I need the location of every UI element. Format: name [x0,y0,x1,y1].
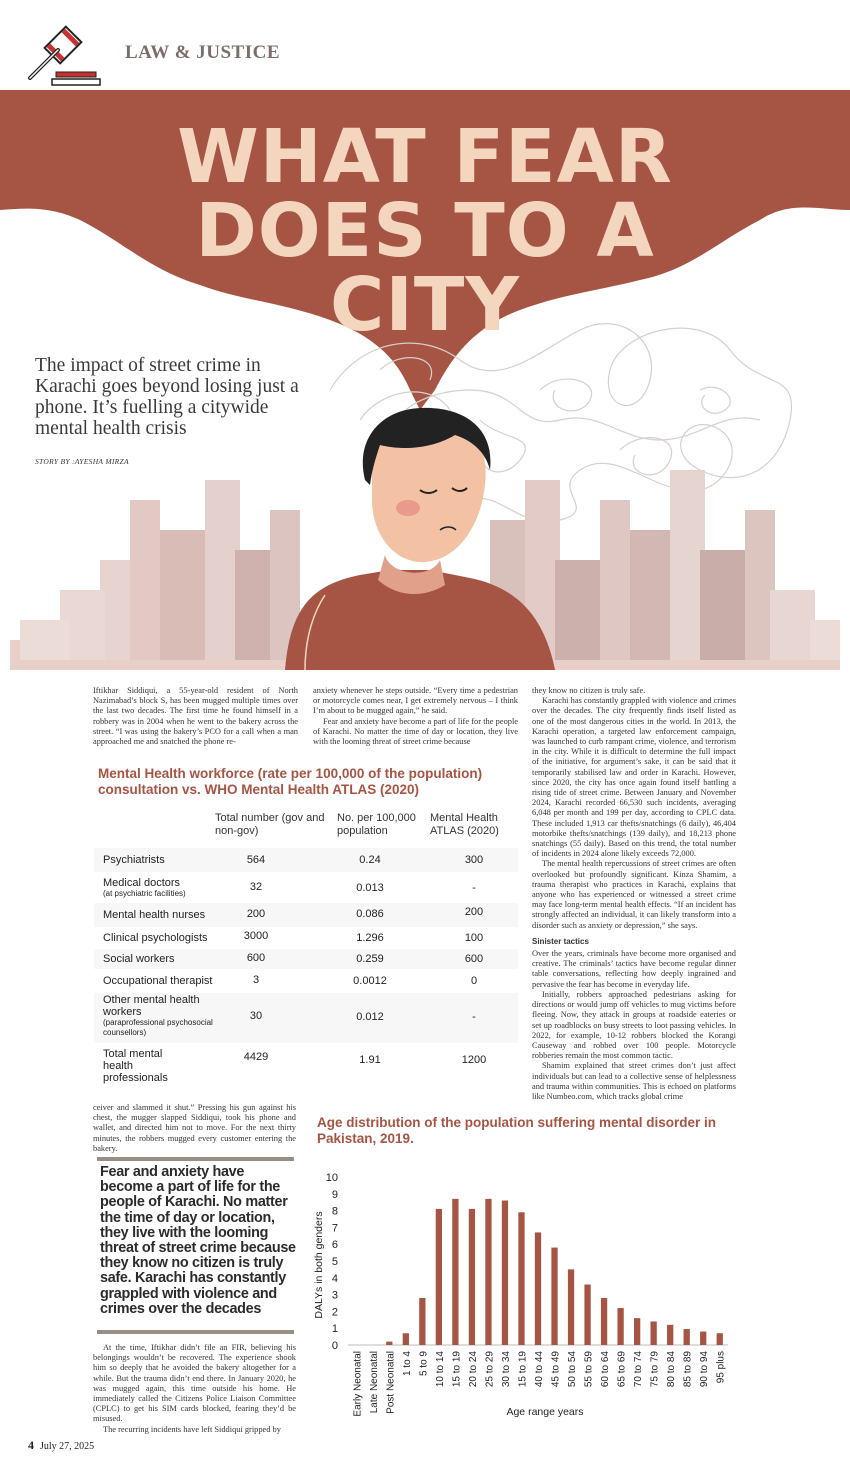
row-total: 4429 [243,1051,269,1063]
row-name: Mental health nurses [103,909,206,921]
bar [717,1333,723,1345]
bar [568,1269,574,1345]
x-tick-label: 40 to 44 [534,1351,545,1388]
paragraph: they know no citizen is truly safe. [532,686,646,695]
row-per: 0.012 [356,1011,384,1023]
standfirst: The impact of street crime in Karachi goes beyond losing just a phone. It’s fuelling a citywide mental health crisis [35,355,299,439]
column-header: Total number (gov and non-gov) [215,812,325,837]
bar [684,1329,690,1345]
y-tick-label: 1 [331,1323,338,1336]
row-total: 3 [252,974,260,986]
page-footer [28,1438,94,1453]
row-sub: (at psychiatric facilities) [103,889,186,898]
table-row [94,903,518,927]
table-row [94,949,518,969]
row-per: 1.296 [356,932,384,944]
gavel-icon [22,20,102,90]
x-tick-label: 95 plus [715,1351,727,1384]
bar [551,1248,557,1345]
x-tick-label: 70 to 74 [633,1351,645,1388]
issue-date: July 27, 2025 [40,1441,95,1452]
row-name: Other mental health workers [103,994,200,1018]
row-atlas: - [472,882,476,894]
paragraph: ceiver and slammed it shut.” Pressing his gun against his chest, the mugger slapped Siddiqui, took his phone and wallet, and directed him not to move. For the next thirty minutes, the robbers mugged every customer entering the bakery. [93,1103,296,1153]
row-total: 3000 [243,930,269,942]
bar [617,1308,623,1345]
article-column-1-continued [93,1103,296,1154]
y-tick-label: 0 [331,1340,338,1352]
article-column-1-end [93,1343,296,1435]
bar [651,1321,657,1345]
x-tick-label: 65 to 69 [616,1351,628,1388]
table-row [94,927,518,949]
bar [485,1199,491,1345]
row-atlas: 600 [464,953,484,965]
byline: STORY BY :AYESHA MIRZA [35,457,129,466]
hero-title-line: DOES TO A [195,188,655,274]
row-per: 0.0012 [353,975,387,987]
y-axis-label: DALYs in both genders [313,1211,325,1319]
table-row [94,969,518,993]
x-tick-label: 55 to 59 [583,1351,595,1388]
table-title: Mental Health workforce (rate per 100,000 of the population) consultation vs. WHO Mental Health ATLAS (2020) [98,766,483,797]
y-tick-label: 9 [331,1188,338,1201]
row-per: 1.91 [359,1054,381,1066]
table-row [94,873,518,903]
y-tick-label: 4 [331,1272,338,1285]
row-per: 0.24 [359,854,381,866]
y-tick-label: 6 [331,1239,338,1252]
x-tick-label: 25 to 29 [484,1351,496,1388]
x-tick-label: 1 to 4 [401,1351,413,1377]
x-axis-label: Age range years [506,1406,584,1418]
x-tick-label: 30 to 34 [500,1351,512,1388]
article-column-2 [313,686,518,747]
x-tick-label: 15 to 19 [451,1351,463,1388]
row-total: 200 [246,908,266,920]
paragraph: Over the years, criminals have become more organised and creative. The criminals’ tactics have become regular dinner table conversations, reflecting how deeply ingrained and pervasive the fear has become in everyday life. [532,949,736,989]
y-tick-label: 2 [331,1306,338,1319]
paragraph: The mental health repercussions of street crimes are often overlooked but profoundly significant. Kinza Shamim, a trauma therapist who practices in Karachi, explains that anyone who has experienced or witnessed a street crime may face long-term mental health effects. “If an incident has strongly affected an individual, it can likely transform into a disorder such as anxiety or depression,” she says. [532,859,736,930]
column-header: No. per 100,000 population [337,812,416,837]
chart-title: Age distribution of the population suffering mental disorder in Pakistan, 2019. [317,1115,716,1146]
section-title: LAW & JUSTICE [125,42,281,63]
y-tick-label: 5 [331,1256,338,1268]
x-tick-label: 10 to 14 [434,1351,446,1388]
row-name: Medical doctors [103,877,181,889]
row-atlas: - [472,1011,476,1023]
row-atlas: 1200 [461,1054,487,1066]
bar [700,1332,706,1345]
y-tick-label: 8 [331,1205,338,1218]
y-tick-label: 7 [331,1222,338,1235]
pull-quote: Fear and anxiety have become a part of life for the people of Karachi. No matter the time of day or location, they live with the looming threat of street crime because they know no citizen is truly safe. Karachi has constantly grappled with violence and crimes over the decades [100,1164,296,1317]
row-sub: (paraprofessional psychosocial counsellors) [103,1018,213,1037]
paragraph: Karachi has constantly grappled with violence and crimes over the decades. The city frequently finds itself listed as one of the most dangerous cities in the world. In 2013, the Karachi operation, a targeted law enforcement campaign, was launched to curb rampant crime, violence, and terrorism in the city. While it is difficult to determine the full impact of the initiative, for argument’s sake, it can be said that it temporarily stabilised law and order in Karachi. However, since 2020, the city has once again found itself battling a rising tide of street crime. Between January and November 2024, Karachi recorded 66,530 such incidents, averaging 6,048 per month and 199 per day, according to CPLC data. These included 1,913 car thefts/snatchings (6 daily), 46,404 motorbike thefts/snatchings (139 daily), and 18,213 phone snatchings (55 daily). Based on this trend, the total number of incidents in 2024 alone likely exceeds 72,000. [532,696,736,859]
row-total: 600 [246,952,266,964]
pull-quote-rule [97,1157,294,1161]
paragraph: Fear and anxiety have become a part of life for the people of Karachi. No matter the time of day or location, they live with the looming threat of street crime because [313,716,518,747]
row-name: Social workers [103,953,175,965]
row-atlas: 200 [464,906,484,918]
row-name: Clinical psychologists [103,932,208,944]
x-tick-label: 90 to 94 [699,1351,711,1388]
table-row [94,848,518,872]
row-per: 0.086 [356,908,384,920]
bar [584,1285,590,1345]
x-tick-label: 60 to 64 [600,1351,612,1388]
bar [634,1318,640,1345]
article-column-3 [532,686,736,1102]
x-tick-label: 15 to 19 [517,1351,529,1388]
x-tick-label: 20 to 24 [467,1351,479,1388]
row-name: Psychiatrists [103,854,165,866]
y-tick-label: 3 [331,1289,338,1302]
bar [601,1298,607,1345]
subhead: Sinister tactics [532,936,589,946]
table-row [94,993,518,1043]
hero-title-line: CITY [330,262,520,348]
row-per: 0.259 [356,953,384,965]
bar [419,1298,425,1345]
x-tick-label: 5 to 9 [418,1351,430,1377]
row-total: 30 [249,1010,263,1022]
paragraph: Iftikhar Siddiqui, a 55-year-old resident of North Nazimabad’s block S, has been mugged multiple times over the last two decades. The first time he found himself in a robbery was in 2004 when he went to the bakery across the street. “I was using the bakery’s PCO for a call when a man approached me and snatched the phone re- [93,686,298,747]
bar [403,1333,409,1345]
bar [386,1342,392,1345]
paragraph: The recurring incidents have left Siddiqui gripped by [103,1424,281,1434]
row-atlas: 300 [464,854,484,866]
hero-title-line: WHAT FEAR [177,114,673,200]
y-tick-label: 10 [325,1172,338,1184]
paragraph: anxiety whenever he steps outside. “Every time a pedestrian or motorcycle comes near, I get extremely nervous – I think I’m about to be mugged again,” he said. [313,686,518,716]
row-total: 32 [249,881,263,893]
bar [469,1209,475,1345]
paragraph: Shamim explained that street crimes don’t just affect individuals but can lead to a collective sense of helplessness and trauma within communities. This is echoed on platforms like Numbeo.com, which tracks global crime [532,1061,736,1101]
x-tick-label: Post Neonatal [385,1351,397,1414]
row-name: Occupational therapist [103,975,213,987]
page-number: 4 [28,1438,34,1452]
bar [535,1232,541,1345]
bar [436,1209,442,1345]
column-header: Mental Health ATLAS (2020) [430,812,499,837]
row-per: 0.013 [356,882,384,894]
x-tick-label: Late Neonatal [368,1351,380,1414]
hero-title [0,114,850,348]
x-tick-label: 50 to 54 [567,1351,579,1388]
pull-quote-rule [97,1330,294,1334]
bar [667,1325,673,1345]
x-tick-label: 75 to 79 [649,1351,661,1388]
x-tick-label: Early Neonatal [352,1351,364,1417]
x-tick-label: 85 to 89 [682,1351,694,1388]
bar-chart [308,1165,736,1435]
paragraph: At the time, Iftikhar didn’t file an FIR, believing his belongings wouldn’t be recovered. The experience shook him so deeply that he avoided the bakery altogether for a while. But the trauma didn’t end there. In January 2020, he was mugged again, this time outside his home. He immediately called the Citizens Police Liaison Committee (CPLC) to get his SIM cards blocked, fearing they’d be misused. [93,1343,296,1424]
bar [518,1212,524,1345]
paragraph: Initially, robbers approached pedestrians asking for directions or would jump off vehicles to mug victims before fleeing. Now, they attack in groups at roadside eateries or set up roadblocks on busy streets to loot passing vehicles. In 2022, for example, 10-12 robbers blocked the Korangi Causeway and robbed over 100 people. Motorcycle robberies remain the most common tactic. [532,989,736,1061]
x-tick-label: 45 to 49 [550,1351,562,1388]
bar [502,1201,508,1345]
table-row [94,1044,518,1086]
article-column-1 [93,686,298,747]
row-name: Total mental health professionals [103,1048,168,1084]
row-atlas: 0 [470,975,478,987]
x-tick-label: 80 to 84 [666,1351,678,1388]
row-atlas: 100 [464,932,484,944]
row-total: 564 [246,854,266,866]
bar [452,1199,458,1345]
